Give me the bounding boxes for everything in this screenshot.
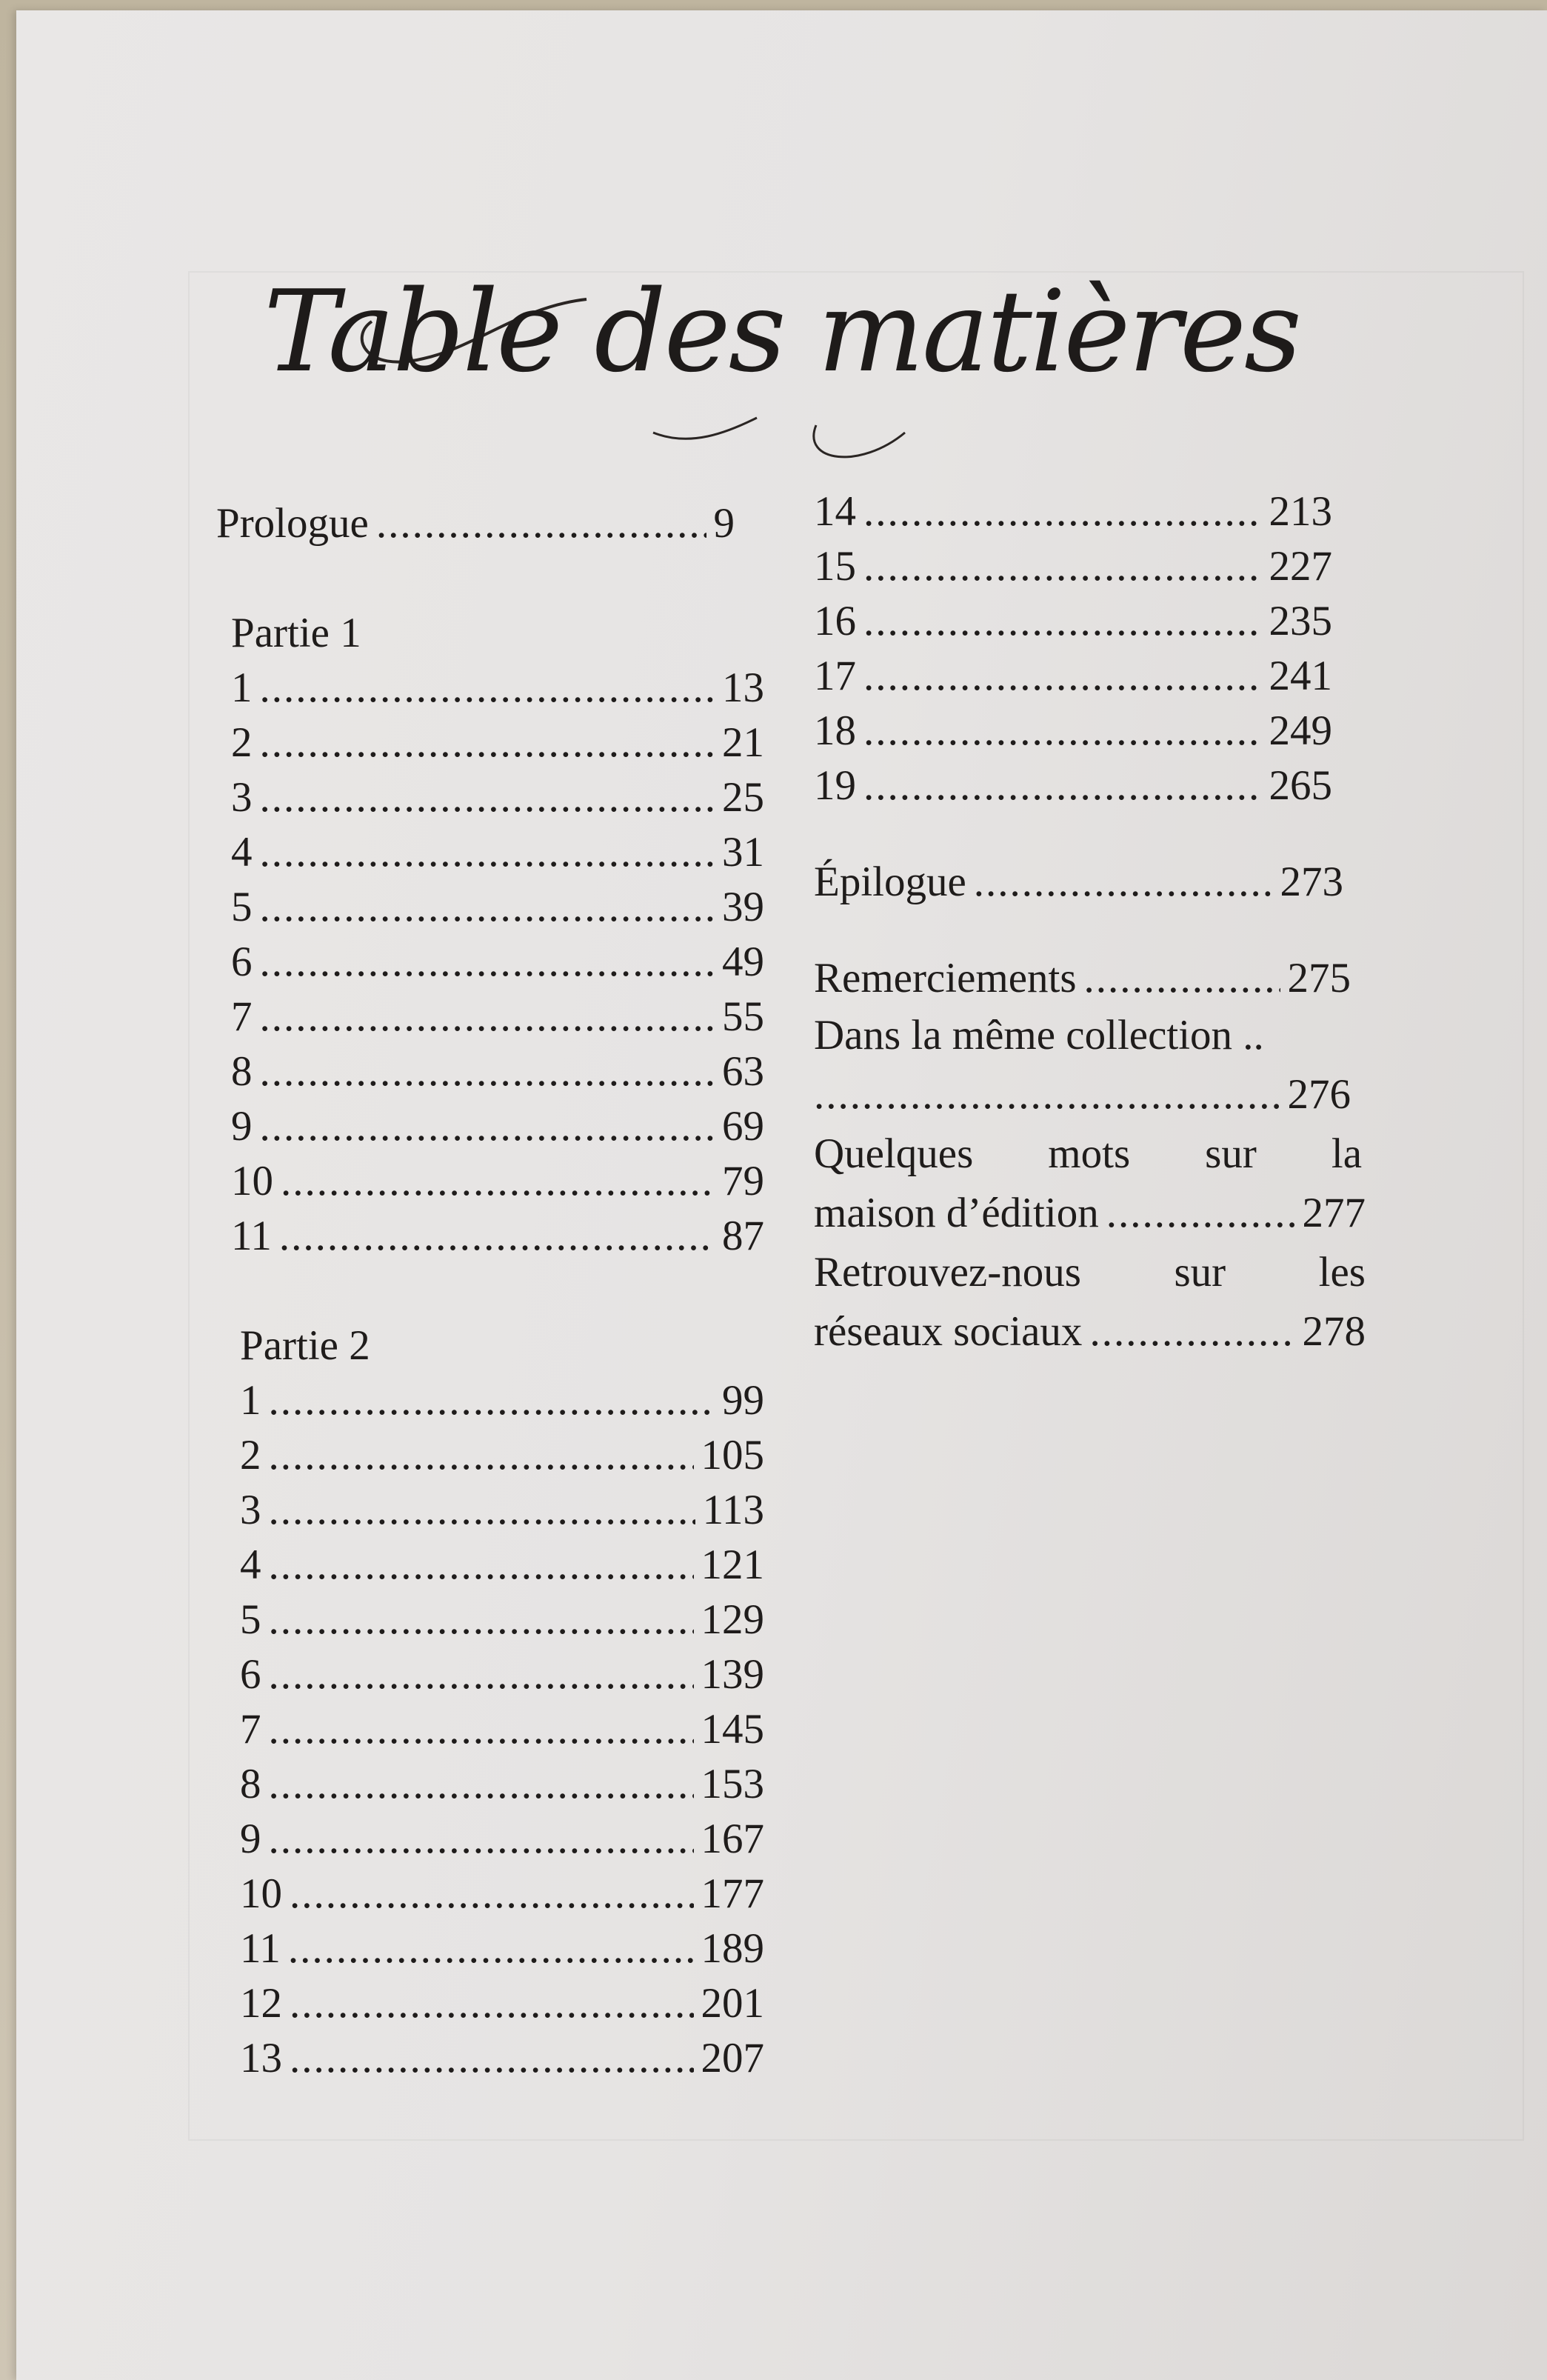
toc-entry: 11 ..... 87 xyxy=(231,1209,764,1264)
toc-entry: 7 ..... 55 xyxy=(231,990,764,1044)
toc-entry: 11 ..... 189 xyxy=(240,1921,764,1976)
toc-entry: 3 ..... 113 xyxy=(240,1483,764,1538)
toc-entry-maison-line2: maison d’édition ..... 277 xyxy=(814,1184,1366,1243)
toc-entry: 1 ..... 13 xyxy=(231,661,764,716)
toc-entry: 4 ..... 121 xyxy=(240,1538,764,1593)
toc-entry: 5 ..... 129 xyxy=(240,1593,764,1647)
toc-entry: 9 ..... 167 xyxy=(240,1812,764,1867)
toc-entry: 13 ..... 207 xyxy=(240,2031,764,2086)
toc-entry-epilogue: Épilogue ..... 273 xyxy=(814,855,1343,910)
toc-entry-prologue xyxy=(216,496,735,551)
toc-entry: 19 ..... 265 xyxy=(814,759,1332,813)
toc-entry-label: Prologue xyxy=(216,500,369,547)
part-1-heading: Partie 1 xyxy=(231,610,361,656)
dot-leader xyxy=(376,496,706,551)
book-page xyxy=(16,10,1547,2380)
part-2-heading: Partie 2 xyxy=(240,1322,370,1369)
toc-entry-collection-line2: ..... 276 xyxy=(814,1065,1351,1124)
toc-entry: 6 ..... 49 xyxy=(231,935,764,990)
toc-entry: 15 ..... 227 xyxy=(814,539,1332,594)
toc-left-column xyxy=(216,496,764,2086)
toc-entry: 3 ..... 25 xyxy=(231,770,764,825)
toc-entry: 16 ..... 235 xyxy=(814,594,1332,649)
toc-entry: 8 ..... 153 xyxy=(240,1757,764,1812)
toc-entry-reseaux-line1: Retrouvez-nous sur les xyxy=(814,1249,1366,1296)
toc-entry: 5 ..... 39 xyxy=(231,880,764,935)
toc-entry: 12 ..... 201 xyxy=(240,1976,764,2031)
toc-entry: 10 ..... 177 xyxy=(240,1867,764,1921)
toc-entry: 9 ..... 69 xyxy=(231,1099,764,1154)
toc-entry: 18 ..... 249 xyxy=(814,704,1332,759)
toc-entry-reseaux-line2: réseaux sociaux ..... 278 xyxy=(814,1302,1366,1361)
toc-entry: 17 ..... 241 xyxy=(814,649,1332,704)
toc-entry: 2 ..... 105 xyxy=(240,1428,764,1483)
toc-entry-collection-line1: Dans la même collection .. xyxy=(814,1012,1264,1059)
toc-entry: 6 ..... 139 xyxy=(240,1647,764,1702)
toc-entry-maison-line1: Quelques mots sur la xyxy=(814,1130,1362,1177)
part-2-chapter-list xyxy=(240,1373,764,2086)
toc-entry: 4 ..... 31 xyxy=(231,825,764,880)
toc-entry: 10 ..... 79 xyxy=(231,1154,764,1209)
toc-entry: 2 ..... 21 xyxy=(231,716,764,770)
toc-entry: 7 ..... 145 xyxy=(240,1702,764,1757)
part-2-chapter-list-continued xyxy=(814,484,1332,813)
toc-entry-remerciements: Remerciements ..... 275 xyxy=(814,951,1351,1006)
toc-entry: 8 ..... 63 xyxy=(231,1044,764,1099)
toc-right-column xyxy=(814,484,1377,1361)
part-1-chapter-list xyxy=(231,661,764,1264)
toc-entry: 14 ..... 213 xyxy=(814,484,1332,539)
page-title: Table des matières xyxy=(264,266,1300,397)
toc-entry: 1 ..... 99 xyxy=(240,1373,764,1428)
toc-entry-page: 9 xyxy=(713,500,735,547)
